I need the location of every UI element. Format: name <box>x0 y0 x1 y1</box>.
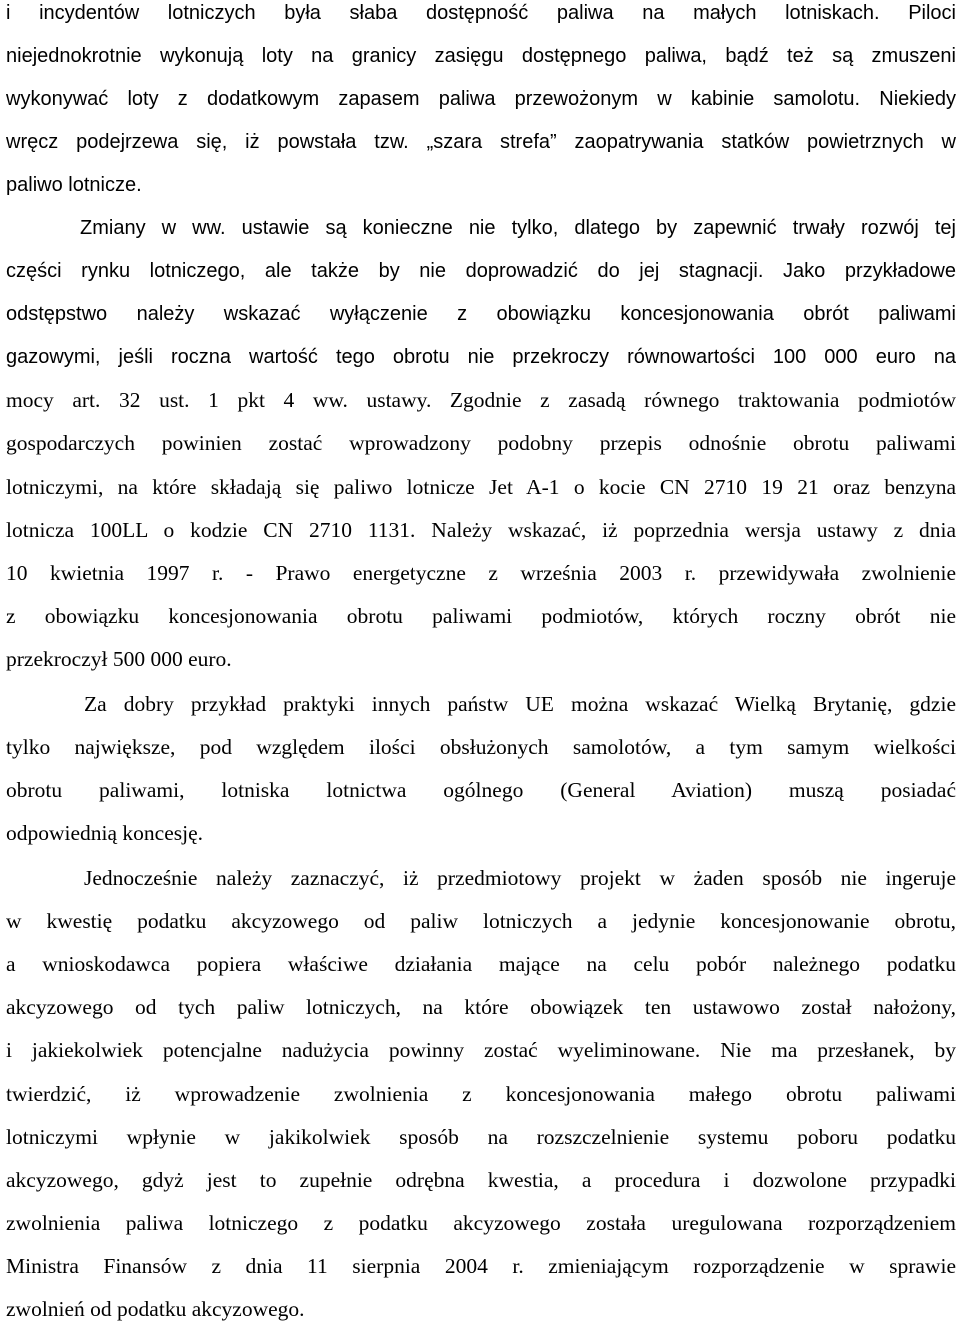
text-line: wykonywać loty z dodatkowym zapasem paliwa przewożonym w kabinie samolotu. Niekiedy <box>6 88 956 110</box>
text-line: Za dobry przykład praktyki innych państw UE można wskazać Wielką Brytanię, gdzie <box>84 692 956 716</box>
text-line: Zmiany w ww. ustawie są konieczne nie tylko, dlatego by zapewnić trwały rozwój tej <box>80 217 956 239</box>
text-line: zwolnienia paliwa lotniczego z podatku akcyzowego została uregulowana rozporządzeniem <box>6 1211 956 1235</box>
text-line: i jakiekolwiek potencjalne nadużycia powinny zostać wyeliminowane. Nie ma przesłanek, by <box>6 1038 956 1062</box>
text-line: i incydentów lotniczych była słaba dostępność paliwa na małych lotniskach. Piloci <box>6 2 956 24</box>
text-line: wręcz podejrzewa się, iż powstała tzw. „szara strefa” zaopatrywania statków powietrznych w <box>6 131 956 153</box>
text-line: niejednokrotnie wykonują loty na granicy zasięgu dostępnego paliwa, bądź też są zmuszeni <box>6 45 956 67</box>
text-line: twierdzić, iż wprowadzenie zwolnienia z koncesjonowania małego obrotu paliwami <box>6 1082 956 1106</box>
text-line: lotniczymi, na które składają się paliwo lotnicze Jet A-1 o kocie CN 2710 19 21 oraz benzyna <box>6 475 956 499</box>
text-line: odstępstwo należy wskazać wyłączenie z obowiązku koncesjonowania obrót paliwami <box>6 303 956 325</box>
text-line: lotnicza 100LL o kodzie CN 2710 1131. Należy wskazać, iż poprzednia wersja ustawy z dnia <box>6 518 956 542</box>
text-line: gospodarczych powinien zostać wprowadzony podobny przepis odnośnie obrotu paliwami <box>6 431 956 455</box>
text-line: mocy art. 32 ust. 1 pkt 4 ww. ustawy. Zgodnie z zasadą równego traktowania podmiotów <box>6 388 956 412</box>
text-line: w kwestię podatku akcyzowego od paliw lotniczych a jedynie koncesjonowanie obrotu, <box>6 909 956 933</box>
text-line: lotniczymi wpłynie w jakikolwiek sposób na rozszczelnienie systemu poboru podatku <box>6 1125 956 1149</box>
text-line: 10 kwietnia 1997 r. - Prawo energetyczne z września 2003 r. przewidywała zwolnienie <box>6 561 956 585</box>
text-line: z obowiązku koncesjonowania obrotu paliwami podmiotów, których roczny obrót nie <box>6 604 956 628</box>
text-line: Jednocześnie należy zaznaczyć, iż przedmiotowy projekt w żaden sposób nie ingeruje <box>84 866 956 890</box>
text-line: obrotu paliwami, lotniska lotnictwa ogólnego (General Aviation) muszą posiadać <box>6 778 956 802</box>
text-line: gazowymi, jeśli roczna wartość tego obrotu nie przekroczy równowartości 100 000 euro na <box>6 346 956 368</box>
text-line: akcyzowego od tych paliw lotniczych, na które obowiązek ten ustawowo został nałożony, <box>6 995 956 1019</box>
text-line: odpowiednią koncesję. <box>6 821 204 845</box>
text-line: paliwo lotnicze. <box>6 174 142 196</box>
text-line: części rynku lotniczego, ale także by nie doprowadzić do jej stagnacji. Jako przykładowe <box>6 260 956 282</box>
text-line: akcyzowego, gdyż jest to zupełnie odrębna kwestia, a procedura i dozwolone przypadki <box>6 1168 956 1192</box>
text-line: Ministra Finansów z dnia 11 sierpnia 2004 r. zmieniającym rozporządzenie w sprawie <box>6 1254 956 1278</box>
text-line: tylko największe, pod względem ilości obsłużonych samolotów, a tym samym wielkości <box>6 735 956 759</box>
text-line: a wnioskodawca popiera właściwe działania mające na celu pobór należnego podatku <box>6 952 956 976</box>
text-line: zwolnień od podatku akcyzowego. <box>6 1297 305 1321</box>
text-line: przekroczył 500 000 euro. <box>6 647 232 671</box>
